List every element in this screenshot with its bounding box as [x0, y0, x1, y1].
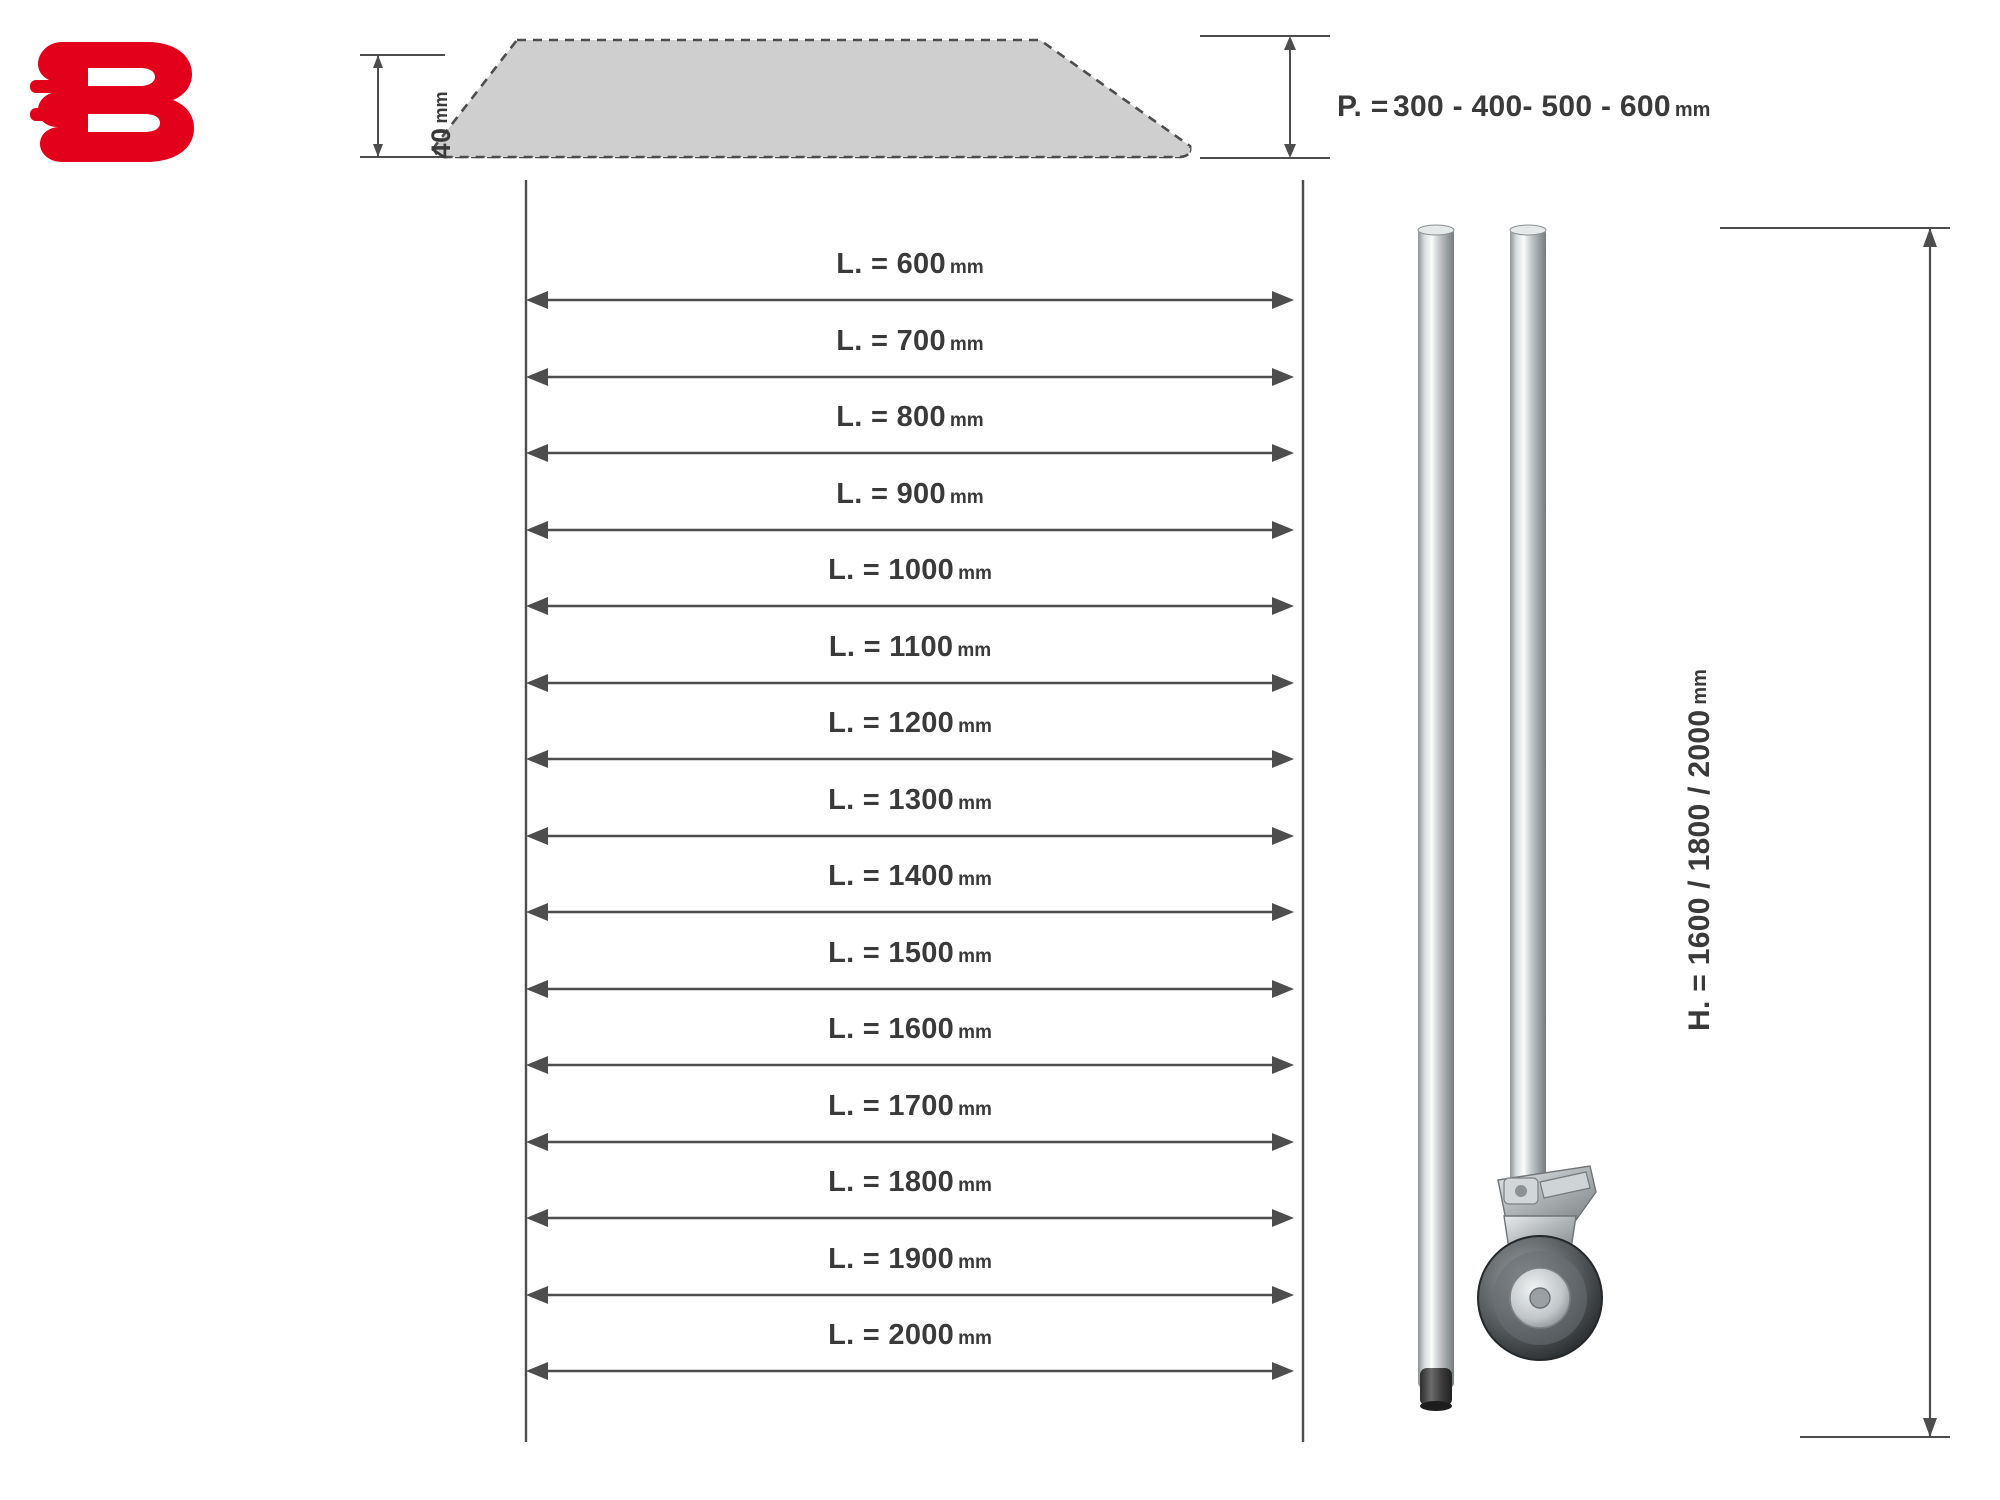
length-value: L. = 2000: [828, 1319, 955, 1351]
length-dimension-row: [520, 784, 1300, 860]
length-caption: [520, 631, 1300, 664]
length-arrow: [520, 517, 1300, 543]
length-arrow: [520, 670, 1300, 696]
worktop-thickness-label: [386, 91, 496, 159]
length-unit: mm: [958, 1098, 992, 1120]
length-unit: mm: [949, 333, 984, 355]
length-caption: [520, 248, 1300, 281]
length-caption: [520, 1013, 1300, 1046]
worktop-panel: [420, 20, 1300, 200]
length-dimension-row: [520, 554, 1300, 630]
length-unit: mm: [958, 716, 992, 737]
length-unit: mm: [949, 410, 984, 431]
length-dimension-row: [520, 248, 1300, 324]
length-dimension-row: [520, 1013, 1300, 1089]
length-unit: mm: [949, 257, 984, 278]
length-dimension-row: [520, 401, 1300, 477]
length-arrow: [520, 976, 1300, 1002]
length-arrow: [520, 1282, 1300, 1308]
length-unit: mm: [958, 563, 992, 584]
length-dimension-list: [520, 248, 1300, 1428]
length-arrow: [520, 287, 1300, 313]
length-caption: [520, 937, 1300, 970]
length-dimension-row: [520, 1319, 1300, 1395]
depth-unit: mm: [1674, 99, 1711, 121]
length-unit: mm: [949, 486, 984, 508]
b-logo-icon: [22, 20, 222, 180]
length-dimension-row: [520, 325, 1300, 401]
length-value: L. = 1800: [828, 1166, 955, 1198]
length-caption: [520, 860, 1300, 893]
length-arrow: [520, 899, 1300, 925]
length-unit: mm: [958, 1022, 992, 1043]
height-value: H. = 1600 / 1800 / 2000: [1683, 709, 1716, 1031]
length-caption: [520, 1166, 1300, 1199]
length-dimension-row: [520, 1243, 1300, 1319]
length-dimension-row: [520, 1166, 1300, 1242]
length-value: L. = 1500: [828, 936, 955, 969]
height-unit: mm: [1688, 669, 1711, 705]
length-value: L. = 1600: [828, 1013, 955, 1045]
length-dimension-row: [520, 707, 1300, 783]
depth-values: 300 - 400- 500 - 600: [1393, 90, 1671, 123]
length-unit: mm: [958, 869, 992, 890]
brand-logo: [22, 20, 222, 180]
length-unit: mm: [958, 792, 992, 814]
length-arrow: [520, 364, 1300, 390]
length-unit: mm: [958, 1251, 992, 1273]
length-caption: [520, 1319, 1300, 1352]
length-arrow: [520, 1129, 1300, 1155]
length-dimension-row: [520, 937, 1300, 1013]
length-dimension-row: [520, 631, 1300, 707]
length-value: L. = 1900: [828, 1242, 955, 1275]
length-value: L. = 800: [836, 401, 946, 433]
length-value: L. = 1200: [828, 707, 955, 739]
length-value: L. = 700: [836, 324, 946, 357]
length-caption: [520, 1243, 1300, 1276]
length-arrow: [520, 1205, 1300, 1231]
tube-with-foot: [1418, 225, 1454, 1411]
length-arrow: [520, 593, 1300, 619]
depth-text: P. =: [1337, 90, 1389, 123]
length-unit: mm: [957, 639, 992, 661]
length-arrow: [520, 1358, 1300, 1384]
worktop-shape: [420, 20, 1300, 200]
length-arrow: [520, 746, 1300, 772]
length-unit: mm: [958, 1175, 992, 1196]
tube-with-castor: [1478, 225, 1602, 1360]
length-caption: [520, 1090, 1300, 1123]
length-arrow: [520, 823, 1300, 849]
length-value: L. = 1000: [828, 554, 955, 586]
length-dimension-row: [520, 478, 1300, 554]
length-unit: mm: [958, 1328, 992, 1349]
length-arrow: [520, 1052, 1300, 1078]
length-caption: [520, 554, 1300, 587]
length-caption: [520, 784, 1300, 817]
leg-height-label: [1490, 669, 1910, 1031]
length-value: L. = 1100: [828, 630, 954, 663]
length-unit: mm: [958, 945, 992, 967]
length-caption: [520, 707, 1300, 740]
length-value: L. = 1400: [828, 860, 955, 892]
thickness-value: 40: [425, 127, 456, 159]
length-caption: [520, 478, 1300, 511]
length-caption: [520, 325, 1300, 358]
thickness-unit: mm: [430, 91, 451, 124]
length-dimension-row: [520, 860, 1300, 936]
worktop-depth-label: [1337, 90, 1710, 124]
length-dimension-row: [520, 1090, 1300, 1166]
length-value: L. = 900: [836, 477, 946, 510]
length-arrow: [520, 440, 1300, 466]
length-value: L. = 600: [836, 248, 946, 280]
length-value: L. = 1300: [828, 783, 955, 816]
length-caption: [520, 401, 1300, 434]
length-value: L. = 1700: [828, 1089, 955, 1122]
